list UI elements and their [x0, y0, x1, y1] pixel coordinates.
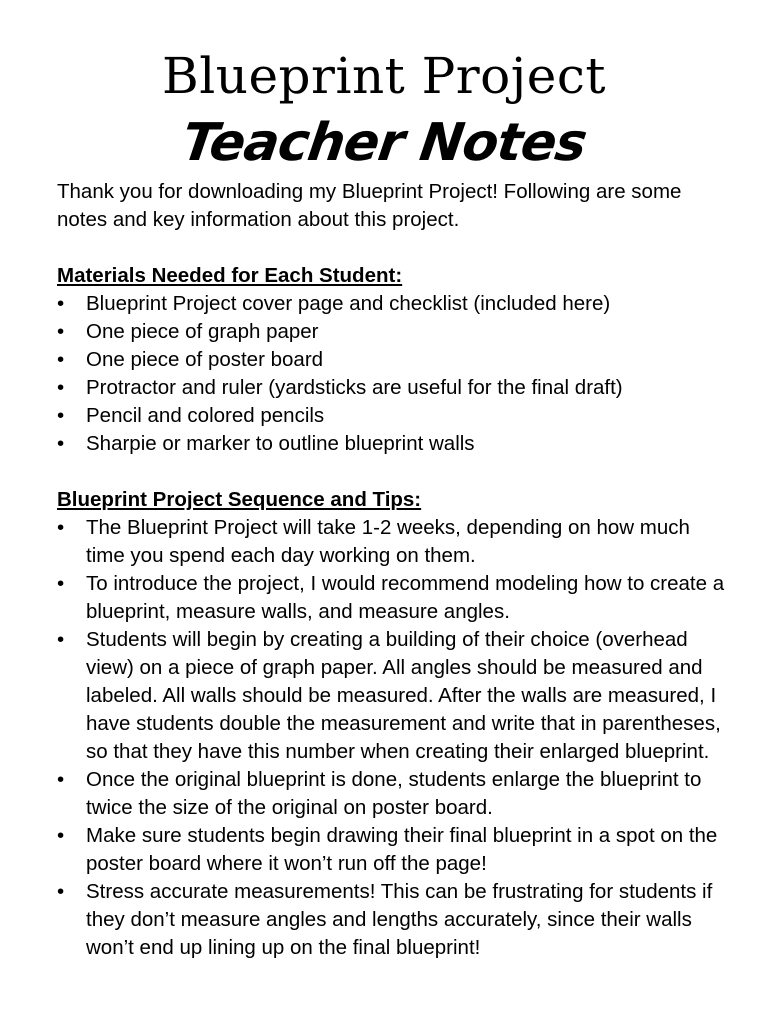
sequence-list — [57, 514, 727, 962]
bullet-icon: • — [57, 880, 65, 903]
sequence-item-text: The Blueprint Project will take 1-2 weeks, depending on how much time you spend each day working on them. — [86, 516, 690, 567]
materials-item-text: One piece of poster board — [86, 348, 324, 371]
bullet-icon: • — [57, 432, 65, 455]
sequence-item — [57, 626, 727, 766]
materials-list — [57, 290, 727, 458]
sequence-item — [57, 514, 727, 570]
materials-item-text: One piece of graph paper — [86, 320, 319, 343]
page-title: Blueprint Project — [162, 47, 606, 105]
bullet-icon: • — [57, 572, 65, 595]
sequence-item — [57, 570, 727, 626]
materials-item-text: Pencil and colored pencils — [86, 404, 325, 427]
bullet-icon: • — [57, 628, 65, 651]
bullet-icon: • — [57, 768, 65, 791]
materials-heading: Materials Needed for Each Student: — [57, 264, 403, 287]
sequence-item-text: Once the original blueprint is done, students enlarge the blueprint to twice the size of the original on poster board. — [86, 768, 702, 819]
materials-item-text: Sharpie or marker to outline blueprint walls — [86, 432, 475, 455]
sequence-item-text: Stress accurate measurements! This can be frustrating for students if they don’t measure angles and lengths accurately, since their walls won’t end up lining up on the final blueprint! — [86, 880, 713, 959]
materials-item — [57, 402, 727, 430]
sequence-item — [57, 822, 727, 878]
bullet-icon: • — [57, 824, 65, 847]
sequence-item-text: To introduce the project, I would recommend modeling how to create a blueprint, measure walls, and measure angles. — [86, 572, 725, 623]
bullet-icon: • — [57, 376, 65, 399]
page-subtitle: Teacher Notes — [178, 113, 590, 173]
materials-item — [57, 290, 727, 318]
materials-item — [57, 374, 727, 402]
sequence-item — [57, 766, 727, 822]
bullet-icon: • — [57, 292, 65, 315]
materials-item-text: Blueprint Project cover page and checklist (included here) — [86, 292, 611, 315]
sequence-item — [57, 878, 727, 962]
materials-item — [57, 318, 727, 346]
bullet-icon: • — [57, 516, 65, 539]
materials-item — [57, 430, 727, 458]
document-body — [57, 178, 727, 962]
materials-item — [57, 346, 727, 374]
sequence-heading: Blueprint Project Sequence and Tips: — [57, 488, 422, 511]
bullet-icon: • — [57, 320, 65, 343]
bullet-icon: • — [57, 404, 65, 427]
bullet-icon: • — [57, 348, 65, 371]
materials-item-text: Protractor and ruler (yardsticks are useful for the final draft) — [86, 376, 623, 399]
sequence-item-text: Make sure students begin drawing their final blueprint in a spot on the poster board where it won’t run off the page! — [86, 824, 718, 875]
intro-paragraph: Thank you for downloading my Blueprint Project! Following are some notes and key information about this project. — [57, 180, 682, 231]
sequence-item-text: Students will begin by creating a building of their choice (overhead view) on a piece of graph paper. All angles should be measured and labeled. All walls should be measured. After the walls are measured, I have students double the measurement and write that in parentheses, so that they have this number when creating their enlarged blueprint. — [86, 628, 721, 763]
